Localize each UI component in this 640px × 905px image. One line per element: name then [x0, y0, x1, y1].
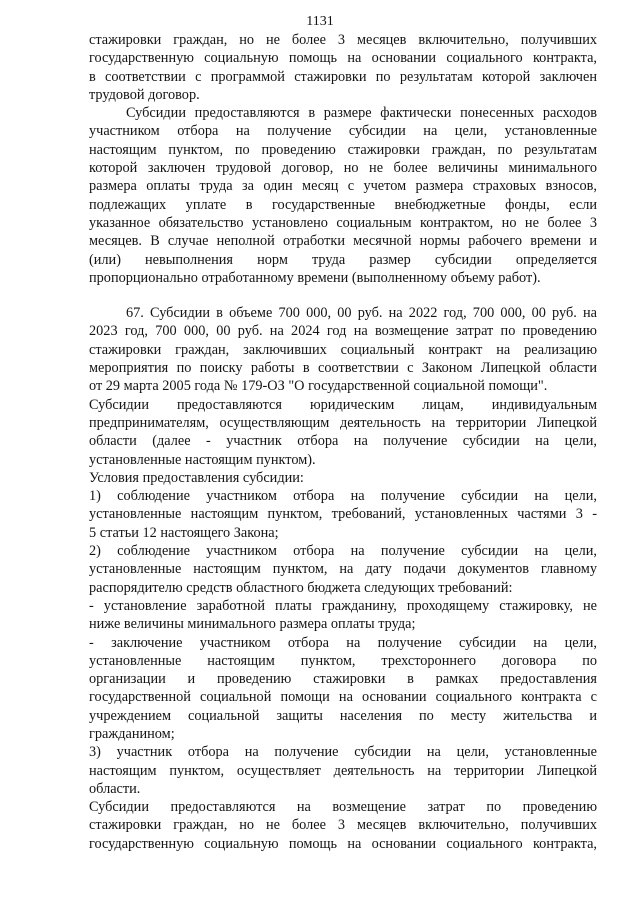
text-line: государственную социальную помощь на основании социального контракта, — [89, 50, 597, 67]
text-line: размера оплаты труда за один месяц с учетом размера страховых взносов, — [89, 178, 597, 195]
text-line: в соответствии с программой стажировки по результатам которой заключен — [89, 68, 597, 85]
text-line: стажировки граждан, но не более 3 месяцев включительно, получивших — [89, 32, 597, 48]
text-line: мероприятия по поиску работы в соответствии с Законом Липецкой области — [89, 360, 597, 377]
document-body — [89, 31, 597, 853]
text-line: (или) невыполнения норм труда размер субсидии определяется — [89, 251, 597, 268]
paragraph — [89, 304, 597, 395]
text-line: 3) участник отбора на получение субсидии на цели, установленные — [89, 744, 597, 761]
text-line: распорядителю средств областного бюджета следующих требований: — [89, 579, 513, 596]
text-line: области (далее - участник отбора на получение субсидии на цели, — [89, 433, 597, 450]
text-line: установленные настоящим пунктом, на дату подачи документов главному — [89, 561, 597, 578]
paragraph — [89, 469, 597, 487]
text-line: которой заключен трудовой договор, но не более величины минимального — [89, 160, 597, 177]
text-line: гражданином; — [89, 725, 175, 742]
text-line: установленные настоящим пунктом, трехстороннего договора по — [89, 652, 597, 669]
paragraph — [89, 396, 597, 469]
text-line: участником отбора на получение субсидии на цели, установленные — [89, 123, 597, 140]
text-line: указанное обязательство установлено социальным контрактом, но не более 3 — [89, 214, 597, 231]
text-line: подлежащих уплате в государственные внебюджетные фонды, если — [89, 196, 597, 213]
text-line: стажировки граждан, заключивших социальный контракт на реализацию — [89, 341, 597, 358]
paragraph — [89, 597, 597, 634]
paragraph — [89, 798, 597, 853]
text-line: 1) соблюдение участником отбора на получение субсидии на цели, — [89, 488, 597, 505]
text-line: Субсидии предоставляются на возмещение затрат по проведению — [89, 799, 597, 816]
text-line: от 29 марта 2005 года № 179-ОЗ "О государственной социальной помощи". — [89, 378, 548, 395]
text-line: месяцев. В случае неполной отработки месячной нормы рабочего времени и — [89, 233, 597, 250]
paragraph — [89, 743, 597, 798]
text-line: организации и проведению стажировки в рамках предоставления — [89, 671, 597, 688]
text-line: предпринимателям, осуществляющим деятельность на территории Липецкой — [89, 414, 597, 431]
text-line: настоящим пунктом, по проведению стажировки граждан, по результатам — [89, 141, 597, 158]
text-line: - установление заработной платы гражданину, проходящему стажировку, не — [89, 597, 597, 614]
page-number: 1131 — [306, 14, 334, 29]
text-line: государственной социальной помощи на основании социального контракта с — [89, 689, 597, 706]
text-line: 67. Субсидии в объеме 700 000, 00 руб. на 2022 год, 700 000, 00 руб. на — [126, 305, 597, 322]
text-line: ниже величины минимального размера оплаты труда; — [89, 616, 416, 633]
paragraph-gap — [89, 287, 597, 304]
text-line: Условия предоставления субсидии: — [89, 469, 304, 486]
text-line: учреждением социальной защиты населения по месту жительства и — [89, 707, 597, 724]
text-line: Субсидии предоставляются юридическим лицам, индивидуальным — [89, 396, 597, 413]
text-line: 2023 год, 700 000, 00 руб. на 2024 год на возмещение затрат по проведению — [89, 323, 597, 340]
text-line: 2) соблюдение участником отбора на получение субсидии на цели, — [89, 543, 597, 560]
paragraph — [89, 634, 597, 744]
paragraph — [89, 542, 597, 597]
paragraph — [89, 31, 597, 104]
text-line: области. — [89, 780, 141, 797]
text-line: Субсидии предоставляются в размере фактически понесенных расходов — [126, 105, 597, 122]
paragraph — [89, 104, 597, 287]
text-line: 5 статьи 12 настоящего Закона; — [89, 524, 279, 541]
text-line: настоящим пунктом, осуществляет деятельность на территории Липецкой — [89, 762, 597, 779]
text-line: установленные настоящим пунктом). — [89, 451, 316, 468]
text-line: государственную социальную помощь на основании социального контракта, — [89, 835, 597, 852]
text-line: пропорционально отработанному времени (выполненному объему работ). — [89, 269, 541, 286]
text-line: стажировки граждан, но не более 3 месяцев включительно, получивших — [89, 817, 597, 834]
text-line: трудовой договор. — [89, 86, 200, 103]
text-line: - заключение участником отбора на получение субсидии на цели, — [89, 634, 597, 651]
text-line: установленные настоящим пунктом, требований, установленных частями 3 - — [89, 506, 597, 523]
paragraph — [89, 487, 597, 542]
